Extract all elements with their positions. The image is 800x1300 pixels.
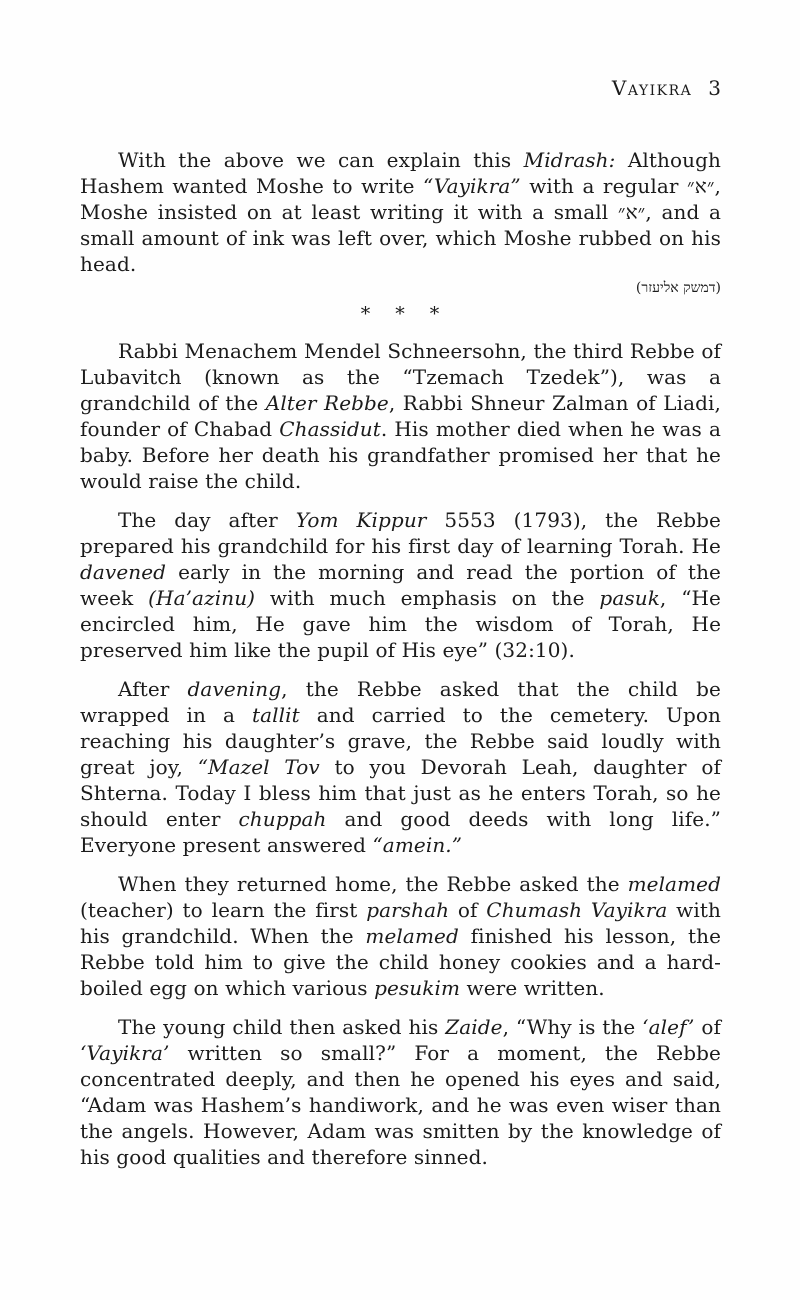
body-text: , “Why is the (502, 1015, 643, 1039)
section-separator-asterisks: * * * (360, 303, 441, 325)
italic-text: davened (80, 560, 167, 584)
page-header (80, 76, 721, 100)
italic-text: melamed (365, 924, 459, 948)
body-text: (teacher) to learn the first (80, 898, 367, 922)
body-text: finished his lesson, the Rebbe told him to give the child honey cookies and a hard-boiled egg on which various (80, 924, 722, 1000)
italic-text: “Vayikra” (423, 174, 521, 198)
body-text: of (449, 898, 487, 922)
body-text: Although Hashem wanted Moshe to write (80, 148, 721, 198)
body-text: and carried to the cemetery. Upon reaching his daughter’s grave, the Rebbe said loudly with great joy, (80, 703, 722, 779)
body-text: , the Rebbe asked that the child be wrapped in a (80, 677, 721, 727)
italic-text: “amein.” (372, 833, 463, 857)
body-text: with a regular ״א״, Moshe insisted on at least writing it with a small ״א״, and a small amount of ink was left over, which Moshe rubbed on his head. (80, 174, 721, 276)
italic-text: melamed (627, 872, 721, 896)
body-text: . His mother died when he was a baby. Before her death his grandfather promised her that he would raise the child. (80, 417, 721, 493)
body-text: , Rabbi Shneur Zalman of Liadi, founder of Chabad (80, 391, 721, 441)
italic-text: Chassidut (279, 417, 381, 441)
italic-text: Alter Rebbe (265, 391, 389, 415)
italic-text: tallit (251, 703, 300, 727)
italic-text: ‘alef’ (642, 1015, 695, 1039)
paragraph (80, 147, 721, 277)
italic-text: parshah (366, 898, 450, 922)
parshah-title: Vayikra (611, 76, 693, 100)
paragraph (80, 871, 721, 1001)
body-text: 5553 (1793), the Rebbe prepared his grandchild for his first day of learning Torah. He (80, 508, 721, 558)
body-text: , “He encircled him, He gave him the wisdom of Torah, He preserved him like the pupil of His eye” (32:10). (80, 586, 721, 662)
italic-text: ‘Vayikra’ (80, 1041, 170, 1065)
italic-text: Chumash Vayikra (486, 898, 668, 922)
body-text: with much emphasis on the (255, 586, 600, 610)
paragraph (80, 676, 721, 858)
paragraph (80, 1014, 721, 1170)
italic-text: pesukim (374, 976, 461, 1000)
body-text: The day after (118, 508, 296, 532)
hebrew-source-citation: (דמשק אליעזר) (635, 280, 721, 296)
page-number: 3 (708, 76, 721, 100)
italic-text: pasuk (599, 586, 660, 610)
italic-text: Midrash: (523, 148, 616, 172)
body-text: early in the morning and read the portion of the week (80, 560, 721, 610)
body-text: After (118, 677, 188, 701)
paragraph (80, 507, 721, 663)
italic-text: davening (187, 677, 282, 701)
body-text: With the above we can explain this (118, 148, 524, 172)
italic-text: chuppah (238, 807, 327, 831)
page-body (80, 147, 721, 1170)
body-text: Rabbi Menachem Mendel Schneersohn, the third Rebbe of Lubavitch (known as the “Tzemach Tzedek”), was a grandchild of the (80, 339, 721, 415)
italic-text: “Mazel Tov (197, 755, 320, 779)
body-text: and good deeds with long life.” Everyone present answered (80, 807, 721, 857)
body-text: The young child then asked his (118, 1015, 446, 1039)
body-text: When they returned home, the Rebbe asked the (118, 872, 628, 896)
body-text: written so small?” For a moment, the Rebbe concentrated deeply, and then he opened his eyes and said, “Adam was Hashem’s handiwork, and he was even wiser than the angels. However, Adam was smitten by the knowledge of his good qualities and therefore sinned. (80, 1041, 721, 1169)
body-text: with his grandchild. When the (80, 898, 721, 948)
italic-text: Yom Kippur (295, 508, 427, 532)
italic-text: Zaide (445, 1015, 503, 1039)
body-text: of (694, 1015, 721, 1039)
paragraph (80, 338, 721, 494)
body-text: were written. (460, 976, 605, 1000)
italic-text: (Ha’azinu) (148, 586, 256, 610)
body-text: to you Devorah Leah, daughter of Shterna. Today I bless him that just as he enters Torah, so he should enter (80, 755, 721, 831)
